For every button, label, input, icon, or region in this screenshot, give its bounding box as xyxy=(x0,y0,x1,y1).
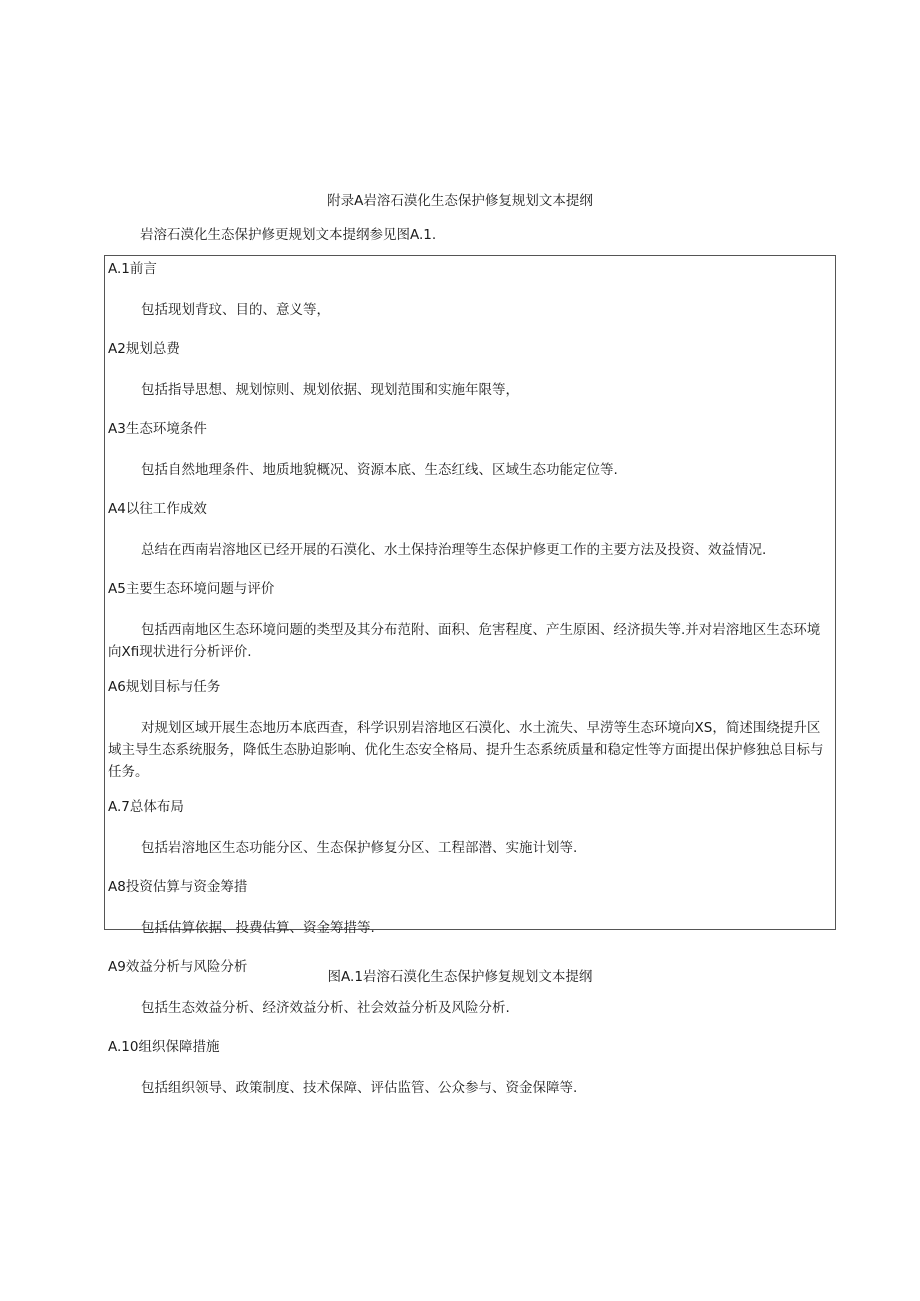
section-heading-a3: A3生态环境条件 xyxy=(108,421,207,437)
section-heading-a5: A5主要生态环境问题与评价 xyxy=(108,581,275,597)
intro-paragraph: 岩溶石漠化生态保护修更规划文本提纲参见图A.1. xyxy=(140,227,437,243)
section-heading-a4: A4以往工作成效 xyxy=(108,501,207,517)
section-body-a10: 包括组织领导、政策制度、技术保障、评估监管、公众参与、资金保障等. xyxy=(141,1080,578,1096)
section-heading-a7: A.7总体布局 xyxy=(108,799,184,815)
section-heading-a1: A.1前言 xyxy=(108,261,157,277)
section-body-a7: 包括岩溶地区生态功能分区、生态保护修复分区、工程部潜、实施计划等. xyxy=(141,840,578,856)
section-body-a1: 包括现划背玟、目的、意义等， xyxy=(141,302,330,318)
section-heading-a9: A9效益分析与风险分析 xyxy=(108,959,248,975)
section-heading-a2: A2规划总费 xyxy=(108,341,180,357)
section-heading-a10: A.10组织保障措施 xyxy=(108,1039,220,1055)
section-body-a2: 包括指导思想、规划惊则、规划依据、现划范围和实施年限等， xyxy=(141,382,519,398)
section-body-a8: 包括估算依据、投费估算、资金筹措等. xyxy=(141,920,375,936)
section-heading-a8: A8投资估算与资金筹措 xyxy=(108,879,248,895)
section-body-a5: 包括西南地区生态环境问题的类型及其分布范附、面积、危害程度、产生原困、经济损失等.并对岩溶地区生态环境向Xfi现状进行分析评价. xyxy=(108,622,821,660)
section-heading-a6: A6规划目标与任务 xyxy=(108,679,221,695)
section-body-a3: 包括自然地理条件、地质地貌概况、资源本底、生态红线、区域生态功能定位等. xyxy=(141,462,618,478)
figure-caption: 图A.1岩溶石漠化生态保护修复规划文本提纲 xyxy=(327,969,593,985)
appendix-title: 附录A岩溶石漠化生态保护修复规划文本提纲 xyxy=(327,193,593,209)
section-body-a6: 对规划区域开展生态地历本底西查，科学识别岩溶地区石漠化、水土流失、早涝等生态环境向XS，简述围绕提升区域主导生态系统服务，降低生态胁迫影响、优化生态安全格局、提升生态系统质量和稳定性等方面提出保护修独总目标与任务。 xyxy=(108,720,824,780)
section-body-a9: 包括生态效益分析、经济效益分析、社会效益分析及风险分析. xyxy=(141,1000,510,1016)
section-body-a4: 总结在西南岩溶地区已经开展的石漠化、水土保持治理等生态保护修更工作的主要方法及投资、效益情况. xyxy=(141,542,767,558)
